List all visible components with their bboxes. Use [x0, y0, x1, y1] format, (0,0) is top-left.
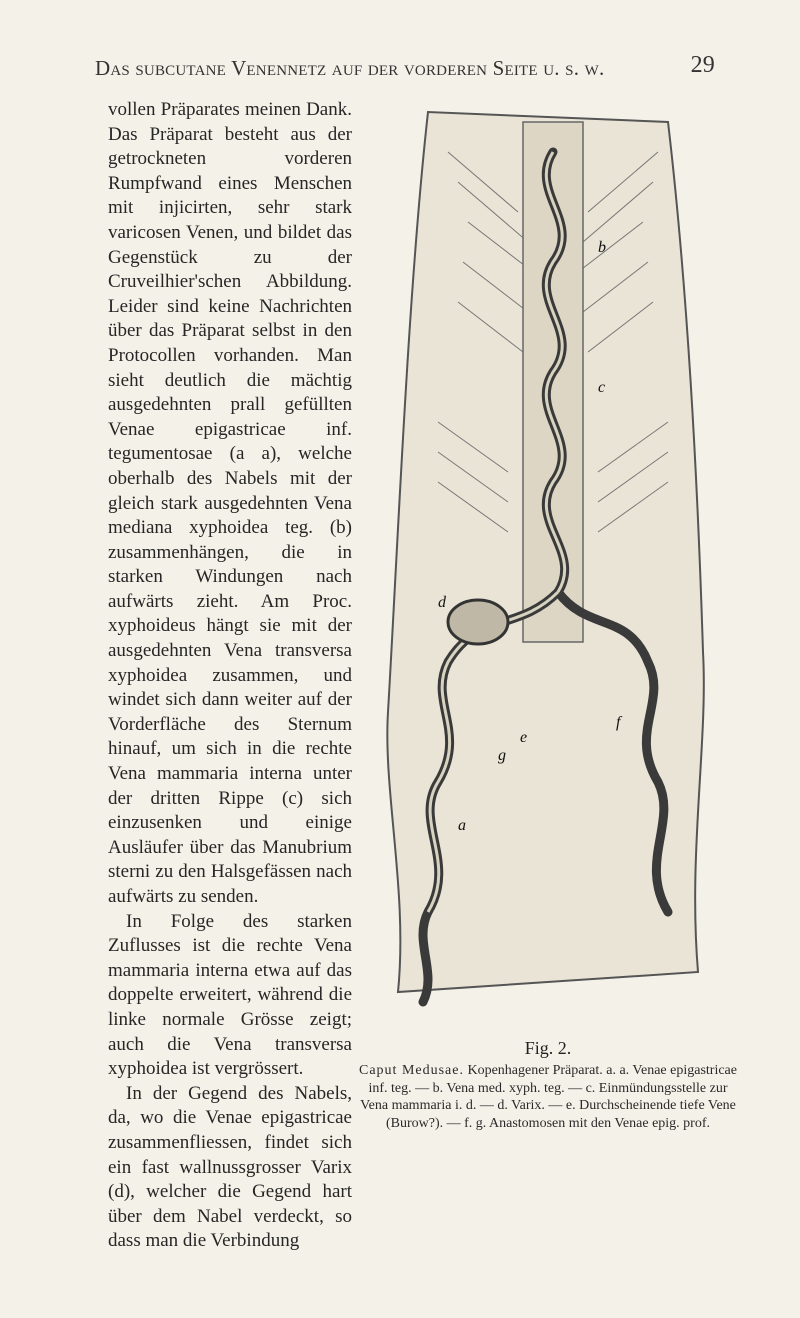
paragraph: vollen Präparates meinen Dank. Das Präparat besteht aus der getrockneten vorderen Rumpfwand eines Menschen mit injicirten, sehr stark varicosen Venen, und bildet das Gegenstück zu der Cruveilhier'schen Abbildung. Leider sind keine Nachrichten über das Präparat selbst in den Protocollen vorhanden. Man sieht deutlich die mächtig ausgedehnten prall gefüllten Venae epigastricae inf. tegumentosae (a a), welche oberhalb des Nabels mit der gleich stark ausgedehnten Vena mediana xyphoidea teg. (b) zusammenhängen, die in starken Windungen nach aufwärts zieht. Am Proc. xyphoideus hängt sie mit der ausgedehnten Vena transversa xyphoidea zusammen, und windet sich dann weiter auf der Vorderfläche des Sternum hinauf, um sich in die rechte Vena mammaria interna unter der dritten Rippe (c) sich einzusenken und einige Ausläufer über das Manubrium sterni zu den Halsgefässen nach aufwärts zu senden.	[108, 99, 352, 907]
varix	[448, 600, 508, 644]
label-g: g	[498, 747, 506, 764]
label-a: a	[458, 817, 466, 834]
figure-label: Fig. 2.	[524, 1038, 572, 1058]
caption-text: Kopenhagener Präparat. a. a. Venae epigastricae inf. teg. — b. Vena med. xyph. teg. — c. Einmündungsstelle zur Vena mammaria i. d. — d. Varix. — e. Durchscheinende tiefe Vene (Burow?). — f. g. Anastomosen mit den Venae epig. prof.	[360, 1063, 737, 1131]
caption-lead: Caput Medusae.	[359, 1063, 464, 1078]
label-f: f	[616, 714, 621, 731]
paragraph: In Folge des starken Zuflusses ist die rechte Vena mammaria interna etwa auf das doppelte erweitert, während die linke normale Grösse zeigt; auch die Vena transversa xyphoidea ist vergrössert.	[108, 910, 352, 1080]
running-title: Das subcutane Venennetz auf der vorderen Seite u. s. w.	[95, 56, 605, 80]
body-text-column	[108, 98, 352, 1254]
running-header	[95, 52, 715, 84]
label-e: e	[520, 729, 528, 746]
label-b: b	[598, 239, 606, 256]
paragraph: In der Gegend des Nabels, da, wo die Venae epigastricae zusammenfliessen, findet sich ein fast wallnussgrosser Varix (d), welcher die Gegend hart über dem Nabel verdeckt, so dass man die Verbindung	[108, 1082, 352, 1252]
figure-drawing	[368, 92, 728, 1032]
label-c: c	[598, 379, 606, 396]
figure-caption	[358, 1062, 738, 1132]
page-number: 29	[690, 52, 715, 78]
label-d: d	[438, 594, 446, 611]
anatomical-figure	[368, 92, 728, 1032]
